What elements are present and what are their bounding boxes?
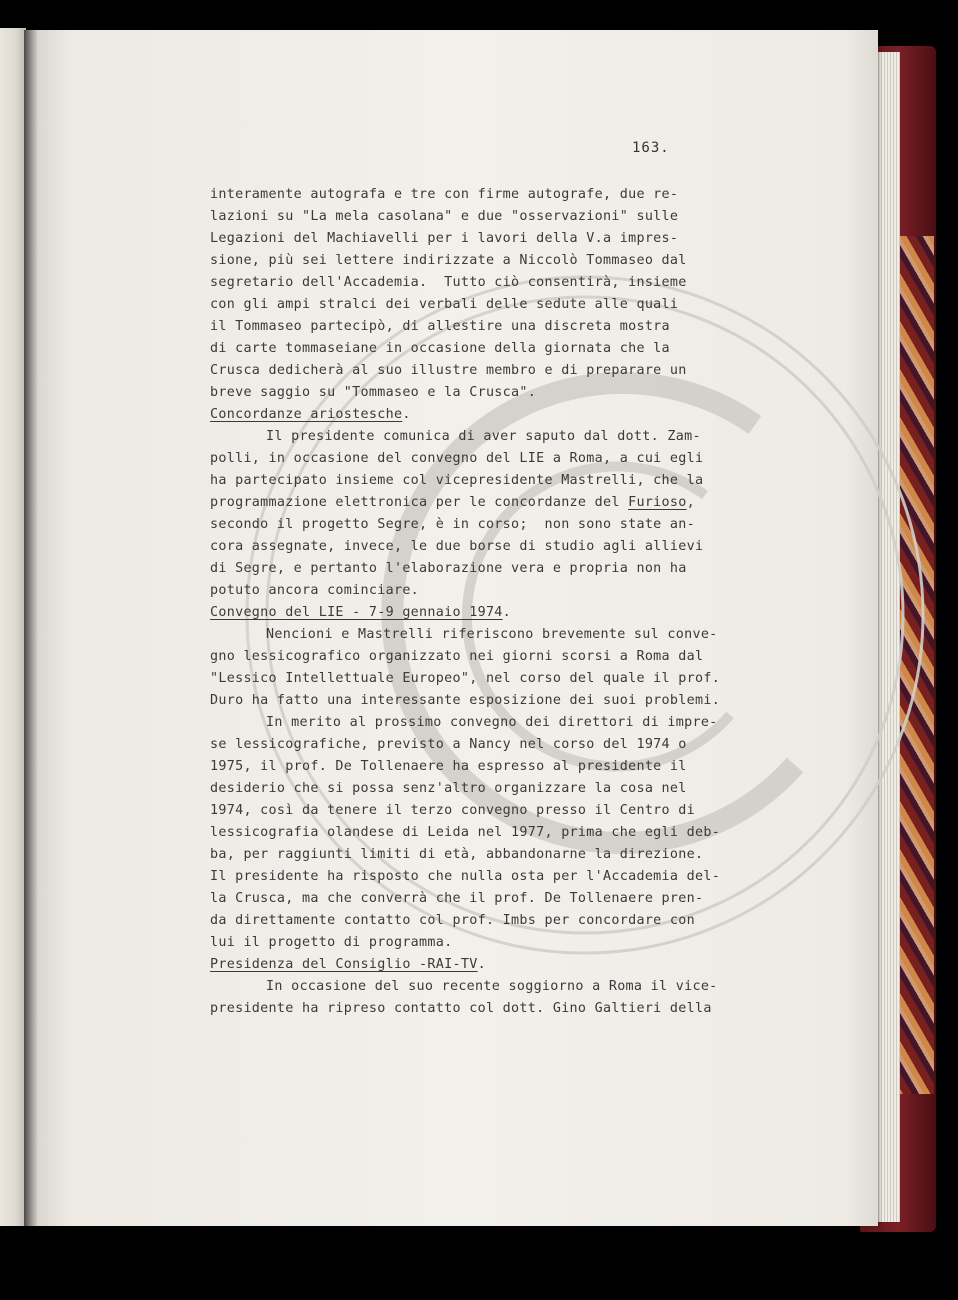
line-text: breve saggio su "Tommaseo e la Crusca".	[210, 385, 537, 400]
left-page-edge	[0, 28, 26, 1226]
line-text: presidente ha ripreso contatto col dott. Gino Galtieri della	[210, 1001, 712, 1016]
text-line	[210, 932, 770, 954]
text-line	[210, 228, 770, 250]
text-line	[210, 712, 770, 734]
line-text: potuto ancora cominciare.	[210, 583, 420, 598]
line-text: lazioni su "La mela casolana" e due "osservazioni" sulle	[210, 209, 679, 224]
text-line	[210, 976, 770, 998]
line-text: di carte tommaseiane in occasione della giornata che la	[210, 341, 670, 356]
line-text: gno lessicografico organizzato nei giorni scorsi a Roma dal	[210, 649, 704, 664]
text-line	[210, 294, 770, 316]
text-line	[210, 668, 770, 690]
heading-text: Convegno del LIE - 7-9 gennaio 1974	[210, 605, 503, 620]
heading-period: .	[502, 605, 512, 620]
line-text: il Tommaseo partecipò, di allestire una discreta mostra	[210, 319, 670, 334]
line-text: lessicografia olandese di Leida nel 1977, prima che egli deb-	[210, 825, 721, 840]
punctuation: ,	[686, 495, 696, 510]
text-line	[210, 580, 770, 602]
line-text: Nencioni e Mastrelli riferiscono brevemente sul conve-	[266, 627, 718, 642]
text-line	[210, 448, 770, 470]
text-line	[210, 206, 770, 228]
line-text: ha partecipato insieme col vicepresidente Mastrelli, che la	[210, 473, 704, 488]
text-line	[210, 250, 770, 272]
heading-text: Concordanze ariostesche	[210, 407, 403, 422]
text-line	[210, 382, 770, 404]
text-line	[210, 624, 770, 646]
line-text: In occasione del suo recente soggiorno a Roma il vice-	[266, 979, 718, 994]
text-line	[210, 646, 770, 668]
line-text: Il presidente ha risposto che nulla osta per l'Accademia del-	[210, 869, 721, 884]
text-line	[210, 690, 770, 712]
line-text: "Lessico Intellettuale Europeo", nel corso del quale il prof.	[210, 671, 721, 686]
page-number: 163.	[632, 140, 670, 156]
text-line	[210, 536, 770, 558]
heading-period: .	[477, 957, 486, 972]
book-gutter	[24, 30, 38, 1226]
text-line	[210, 360, 770, 382]
text-line	[210, 316, 770, 338]
line-text: Il presidente comunica di aver saputo dal dott. Zam-	[266, 429, 701, 444]
line-text: segretario dell'Accademia. Tutto ciò consentirà, insieme	[210, 275, 687, 290]
section-heading	[210, 602, 770, 624]
text-line	[210, 184, 770, 206]
line-text: la Crusca, ma che converrà che il prof. De Tollenaere pren-	[210, 891, 704, 906]
section-heading	[210, 404, 770, 426]
text-line	[210, 778, 770, 800]
text-line	[210, 998, 770, 1020]
line-text: Legazioni del Machiavelli per i lavori della V.a impres-	[210, 231, 679, 246]
line-text: Crusca dedicherà al suo illustre membro e di preparare un	[210, 363, 687, 378]
text-line	[210, 272, 770, 294]
line-text: lui il progetto di programma.	[210, 935, 453, 950]
line-text: se lessicografiche, previsto a Nancy nel corso del 1974 o	[210, 737, 687, 752]
line-text: desiderio che si possa senz'altro organizzare la cosa nel	[210, 781, 687, 796]
line-text: di Segre, e pertanto l'elaborazione vera e propria non ha	[210, 561, 687, 576]
text-line	[210, 756, 770, 778]
heading-period: .	[402, 407, 411, 422]
text-line	[210, 800, 770, 822]
line-text: 1975, il prof. De Tollenaere ha espresso al presidente il	[210, 759, 687, 774]
text-line	[210, 734, 770, 756]
line-text: da direttamente contatto col prof. Imbs per concordare con	[210, 913, 695, 928]
text-line	[210, 866, 770, 888]
line-text: Duro ha fatto una interessante esposizione dei suoi problemi.	[210, 693, 721, 708]
heading-text: Presidenza del Consiglio -RAI-TV	[210, 957, 478, 972]
line-text: interamente autografa e tre con firme autografe, due re-	[210, 187, 679, 202]
section-heading	[210, 954, 770, 976]
line-text: sione, più sei lettere indirizzate a Niccolò Tommaseo dal	[210, 253, 687, 268]
text-line	[210, 844, 770, 866]
text-line	[210, 426, 770, 448]
line-text: cora assegnate, invece, le due borse di studio agli allievi	[210, 539, 704, 554]
line-text: In merito al prossimo convegno dei direttori di impre-	[266, 715, 718, 730]
text-line	[210, 822, 770, 844]
line-text: programmazione elettronica per le concordanze del	[210, 495, 629, 510]
typed-text-body	[210, 184, 770, 1020]
text-line	[210, 888, 770, 910]
underlined-title: Furioso	[628, 495, 687, 510]
marbled-endpaper	[896, 236, 934, 1094]
line-text: secondo il progetto Segre, è in corso; non sono state an-	[210, 517, 695, 532]
line-text: 1974, così da tenere il terzo convegno presso il Centro di	[210, 803, 695, 818]
line-text: ba, per raggiunti limiti di età, abbandonarne la direzione.	[210, 847, 704, 862]
text-line	[210, 338, 770, 360]
text-line	[210, 470, 770, 492]
text-line	[210, 558, 770, 580]
text-line	[210, 492, 770, 514]
line-text: polli, in occasione del convegno del LIE a Roma, a cui egli	[210, 451, 704, 466]
text-line	[210, 910, 770, 932]
line-text: con gli ampi stralci dei verbali delle sedute alle quali	[210, 297, 679, 312]
text-line	[210, 514, 770, 536]
